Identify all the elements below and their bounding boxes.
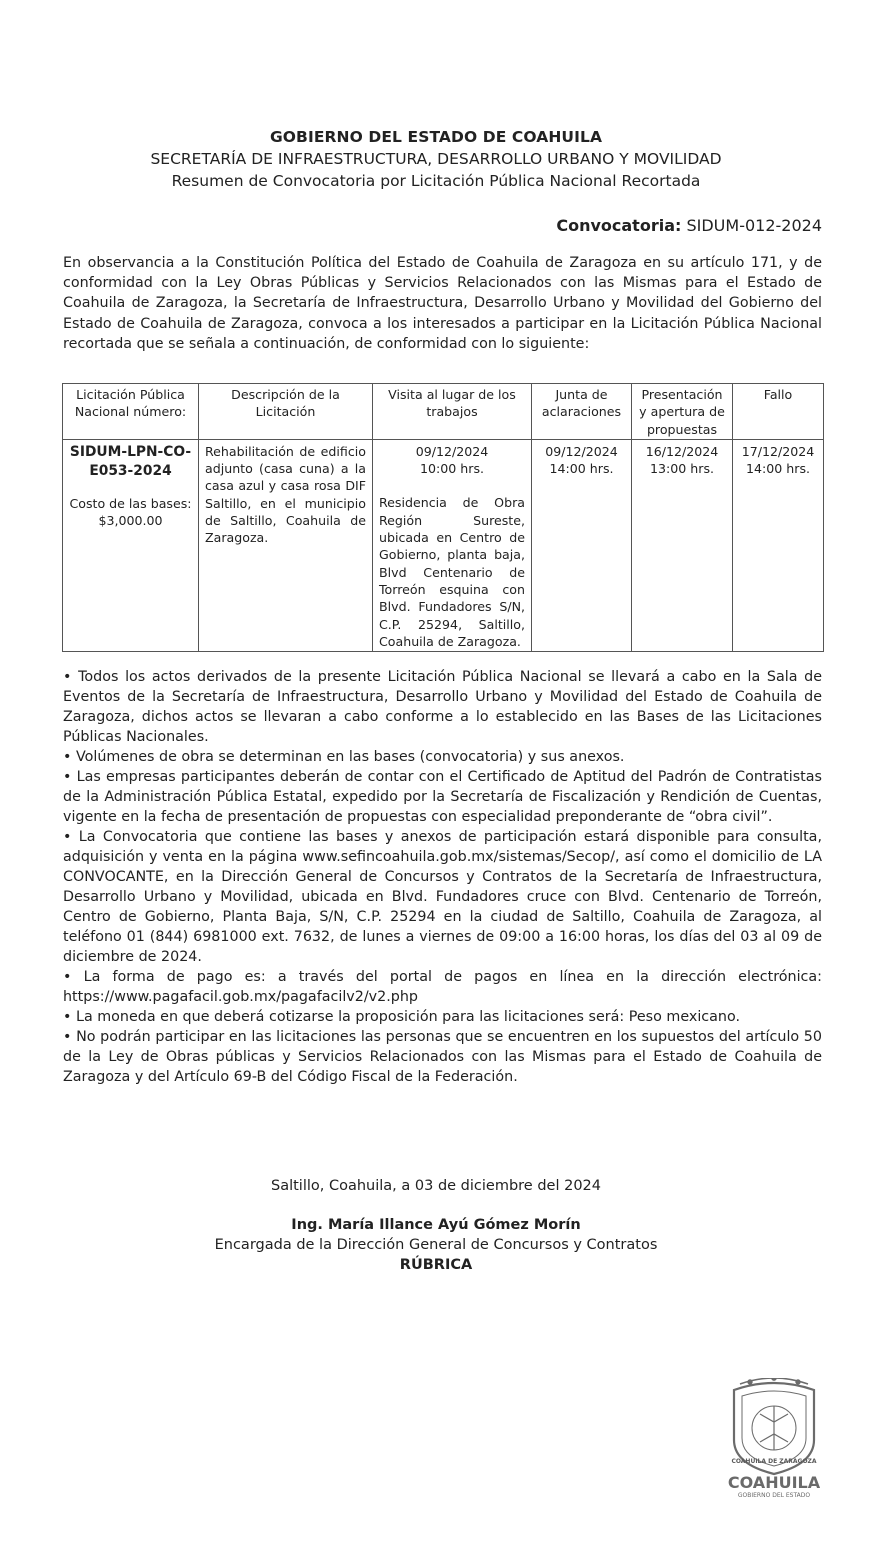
presentacion-date: 16/12/2024 xyxy=(645,443,719,459)
fallo-time: 14:00 hrs. xyxy=(745,461,811,477)
signatory-name: Ing. María Illance Ayú Gómez Morín xyxy=(291,1217,581,1233)
cell-description: Rehabilitación de edificio adjunto (casa cuna) a la casa azul y casa rosa DIF Saltillo, en el municipio de Saltillo, Coahuila de Zaragoza. xyxy=(199,439,373,651)
list-item: • Volúmenes de obra se determinan en las bases (convocatoria) y sus anexos. xyxy=(63,749,625,765)
list-item: • No podrán participar en las licitaciones las personas que se encuentren en los supuestos del artículo 50 de la Ley de Obras públicas y Servicios Relacionados con las Mismas para el Estado de Coahuila de Zaragoza y del Artículo 69-B del Código Fiscal de la Federación. xyxy=(63,1029,822,1085)
summary-title: Resumen de Convocatoria por Licitación Pública Nacional Recortada xyxy=(171,172,701,190)
header-fallo: Fallo xyxy=(733,384,824,440)
cell-junta xyxy=(532,439,632,651)
visit-date: 09/12/2024 xyxy=(415,443,489,459)
list-item: • La Convocatoria que contiene las bases y anexos de participación estará disponible para consulta, adquisición y venta en la página www.sefincoahuila.gob.mx/sistemas/Secop/, así como el domicilio de LA CONVOCANTE, en la Dirección General de Concursos y Contratos de la Secretaría de Infraestructura, Desarrollo Urbano y Movilidad, ubicada en Blvd. Fundadores cruce con Blvd. Centenario de Torreón, Centro de Gobierno, Planta Baja, S/N, C.P. 25294 en la ciudad de Saltillo, Coahuila de Zaragoza, al teléfono 01 (844) 6981000 ext. 7632, de lunes a viernes de 09:00 a 16:00 horas, los días del 03 al 09 de diciembre de 2024. xyxy=(63,829,822,965)
convocatoria-label: Convocatoria: xyxy=(556,216,682,235)
licitacion-code: SIDUM-LPN-CO-E053-2024 xyxy=(69,443,192,479)
junta-date: 09/12/2024 xyxy=(545,443,618,459)
signatory-role: Encargada de la Dirección General de Concursos y Contratos xyxy=(214,1237,658,1253)
logo-wordmark: COAHUILA xyxy=(727,1473,821,1492)
list-item: • Todos los actos derivados de la presente Licitación Pública Nacional se llevará a cabo en la Sala de Eventos de la Secretaría de Infraestructura, Desarrollo Urbano y Movilidad del Estado de Coahuila de Zaragoza, dichos actos se llevaran a cabo conforme a lo establecido en las Bases de las Licitaciones Públicas Nacionales. xyxy=(63,669,822,745)
place-date: Saltillo, Coahuila, a 03 de diciembre del 2024 xyxy=(270,1178,601,1194)
header-junta: Junta de aclaraciones xyxy=(532,384,632,440)
rubrica-label: RÚBRICA xyxy=(399,1257,473,1273)
licitacion-table xyxy=(62,383,824,652)
secretariat-title: SECRETARÍA DE INFRAESTRUCTURA, DESARROLLO URBANO Y MOVILIDAD xyxy=(150,150,722,168)
convocatoria-number xyxy=(556,216,822,236)
document-header xyxy=(0,126,872,192)
intro-paragraph: En observancia a la Constitución Política del Estado de Coahuila de Zaragoza en su artículo 171, y de conformidad con la Ley Obras Públicas y Servicios Relacionados con las Mismas para el Estado de Coahuila de Zaragoza, la Secretaría de Infraestructura, Desarrollo Urbano y Movilidad del Gobierno del Estado de Coahuila de Zaragoza, convoca a los interesados a participar en la Licitación Pública Nacional recortada que se señala a continuación, de conformidad con lo siguiente: xyxy=(63,255,822,352)
cell-fallo xyxy=(733,439,824,651)
convocatoria-code: SIDUM-012-2024 xyxy=(686,216,822,235)
cell-presentacion xyxy=(632,439,733,651)
header-presentacion: Presentación y apertura de propuestas xyxy=(632,384,733,440)
cost-label: Costo de las bases: xyxy=(69,495,192,511)
visit-place: Residencia de Obra Región Sureste, ubicada en Centro de Gobierno, planta baja, Blvd Centenario de Torreón esquina con Blvd. Fundadores S/N, C.P. 25294, Saltillo, Coahuila de Zaragoza. xyxy=(379,495,525,649)
list-item: • La forma de pago es: a través del portal de pagos en línea en la dirección electrónica: https://www.pagafacil.gob.mx/pagafacilv2/v2.php xyxy=(63,969,822,1005)
header-site-visit: Visita al lugar de los trabajos xyxy=(373,384,532,440)
coahuila-logo xyxy=(720,1378,828,1498)
header-licitacion-number: Licitación Pública Nacional número: xyxy=(63,384,199,440)
table-row xyxy=(63,439,824,651)
logo-subtitle: GOBIERNO DEL ESTADO xyxy=(737,1492,811,1498)
junta-time: 14:00 hrs. xyxy=(549,461,614,477)
cell-licitacion-number xyxy=(63,439,199,651)
list-item: • La moneda en que deberá cotizarse la proposición para las licitaciones será: Peso mexicano. xyxy=(63,1009,741,1025)
cell-site-visit xyxy=(373,439,532,651)
presentacion-time: 13:00 hrs. xyxy=(649,461,715,477)
government-title: GOBIERNO DEL ESTADO DE COAHUILA xyxy=(269,128,603,146)
table-header-row xyxy=(63,384,824,440)
seal-text: COAHUILA DE ZARAGOZA xyxy=(731,1458,817,1465)
conditions-list xyxy=(63,667,822,1087)
header-description: Descripción de la Licitación xyxy=(199,384,373,440)
fallo-date: 17/12/2024 xyxy=(741,443,815,459)
list-item: • Las empresas participantes deberán de contar con el Certificado de Aptitud del Padrón de Contratistas de la Administración Pública Estatal, expedido por la Secretaría de Fiscalización y Rendición de Cuentas, vigente en la fecha de presentación de propuestas con especialidad preponderante de “obra civil”. xyxy=(63,769,822,825)
cost-value: $3,000.00 xyxy=(98,513,163,529)
visit-time: 10:00 hrs. xyxy=(419,461,485,477)
